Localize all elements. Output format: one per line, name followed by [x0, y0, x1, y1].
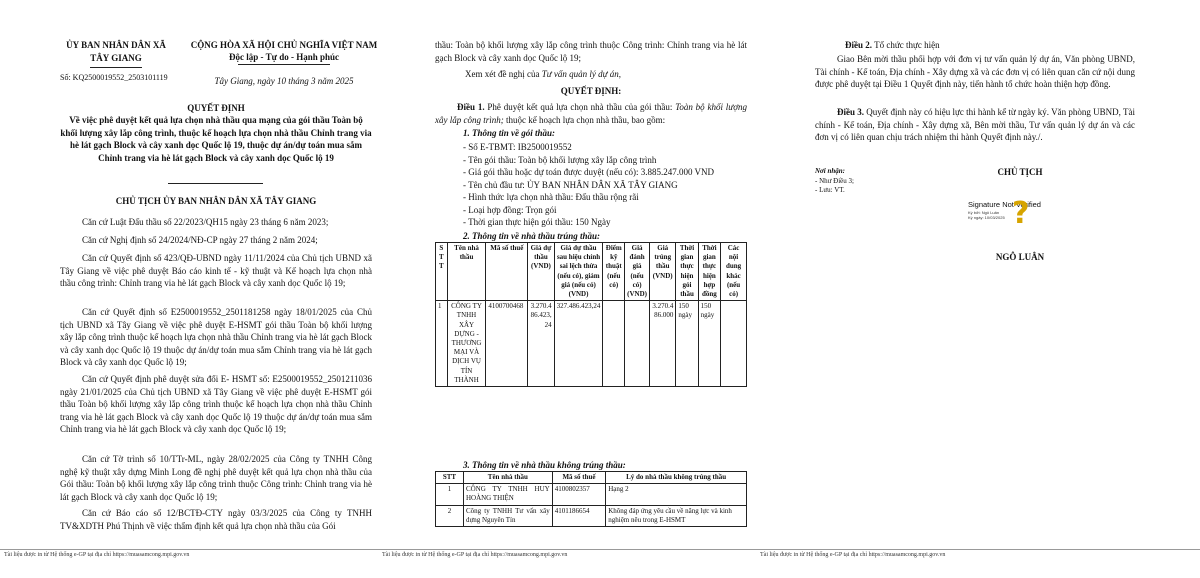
- subject-underline: [168, 183, 263, 184]
- document-type: QUYẾT ĐỊNH: [187, 103, 245, 113]
- column-header: S T T: [436, 243, 448, 301]
- section-3-title: 3. Thông tin về nhà thầu không trúng thầu:: [463, 460, 626, 470]
- motto-underline: [238, 64, 330, 65]
- section-1-title: 1. Thông tin về gói thầu:: [463, 128, 556, 138]
- table-cell: [625, 301, 650, 387]
- table-row: [436, 505, 747, 526]
- table-header-row: [436, 243, 747, 301]
- decision-subject: Về việc phê duyệt kết quả lựa chọn nhà thầu qua mạng của gói thầu Toàn bộ khối lượng xây lắp công trình, thuộc kế hoạch lựa chọn nhà thầu Chỉnh trang via hè lát gạch Block và cây xanh dọc Quốc lộ 19, thuộc dự án/dự toán mua sắm Chỉnh trang via hè lát gạch Block và cây xanh dọc Quốc lộ 19: [60, 115, 372, 163]
- package-info-item: - Tên gói thầu: Toàn bộ khối lượng xây lắp công trình: [463, 154, 657, 165]
- legal-basis-paragraph: Căn cứ Luật Đấu thầu số 22/2023/QH15 ngày 23 tháng 6 năm 2023;: [82, 217, 329, 227]
- table-cell: 3.270.486.423,24: [528, 301, 554, 387]
- table-cell: 2: [436, 505, 464, 526]
- table-body: [436, 484, 747, 527]
- signature-status: Signature Not Verified: [968, 200, 1041, 209]
- package-info-item: - Tên chủ đầu tư: ỦY BAN NHÂN DÂN XÃ TÂY GIANG: [463, 179, 678, 190]
- page-1: [0, 0, 390, 560]
- footer-note: Tài liệu được in từ Hệ thống e-GP tại địa chỉ https://muasamcong.mpi.gov.vn: [4, 552, 190, 558]
- table-cell: 4100802357: [552, 484, 606, 505]
- table-cell: [603, 301, 625, 387]
- legal-basis-paragraph: Căn cứ Quyết định số 423/QĐ-UBND ngày 11/11/2024 của Chủ tịch UBND xã Tây Giang về việc phê duyệt Báo cáo kinh tế - kỹ thuật và Kế hoạch lựa chọn nhà thầu công trình: Chỉnh trang via hè lát gạch Block và cây xanh dọc Quốc lộ 19;: [60, 253, 372, 288]
- page-3: [780, 0, 1200, 560]
- signer-name: NGÔ LUÂN: [995, 252, 1045, 262]
- table-cell: CÔNG TY TNHH HUY HOÀNG THIỆN: [463, 484, 552, 505]
- legal-basis-paragraph: Căn cứ Quyết định số E2500019552_2501181258 ngày 18/01/2025 của Chủ tịch UBND xã Tây Giang về việc phê duyệt E-HSMT gói thầu Toàn bộ khối lượng xây lắp công trình thuộc kế hoạch lựa chọn nhà thầu Chỉnh trang via hè lát gạch Block và cây xanh dọc Quốc lộ 19 thuộc dự án/dự toán mua sắm Chỉnh trang via hè lát gạch Block và cây xanh dọc Quốc lộ 19;: [60, 307, 372, 367]
- signer-title: CHỦ TỊCH: [997, 167, 1043, 177]
- section-2-title: 2. Thông tin về nhà thầu trúng thầu:: [463, 231, 601, 241]
- table-cell: CÔNG TY TNHH XÂY DỰNG - THƯƠNG MẠI VÀ DỊCH VỤ TÍN THÀNH: [447, 301, 486, 387]
- document-number: Số: KQ2500019552_2503101119: [60, 73, 168, 82]
- table-row: [436, 484, 747, 505]
- page-2: [390, 0, 780, 560]
- continuation-paragraph: thầu: Toàn bộ khối lượng xây lắp công trình thuộc Công trình: Chỉnh trang via hè lát gạch Block và cây xanh dọc Quốc lộ 19;: [435, 40, 747, 63]
- decides-heading: QUYẾT ĐỊNH:: [560, 86, 622, 96]
- column-header: Tên nhà thầu: [463, 472, 552, 484]
- country-name: CỘNG HÒA XÃ HỘI CHỦ NGHĨA VIỆT NAM: [190, 40, 378, 50]
- article-3: Điều 3. Quyết định này có hiệu lực thi hành kể từ ngày ký. Văn phòng UBND, Tài chính - Kế toán, Địa chính - Xây dựng xã, Bên mời thầu, Tư vấn quản lý dự án và các đơn vị có liên quan chịu trách nhiệm thi hành Quyết định này./.: [815, 107, 1135, 142]
- column-header: Giá dự thầu (VND): [528, 243, 554, 301]
- article-1: Điều 1. Phê duyệt kết quả lựa chọn nhà thầu của gói thầu: Toàn bộ khối lượng xây lắp công trình; thuộc kế hoạch lựa chọn nhà thầu, bao gồm:: [435, 102, 748, 125]
- table-row: [436, 301, 747, 387]
- table-cell: Công ty TNHH Tư vấn xây dựng Nguyên Tín: [463, 505, 552, 526]
- signature-detail: Ký ngày: 10/03/2025: [968, 215, 1005, 220]
- column-header: STT: [436, 472, 464, 484]
- column-header: Mã số thuế: [552, 472, 606, 484]
- consideration-line: Xem xét đề nghị của Tư vấn quản lý dự án,: [465, 69, 622, 79]
- signature-warning-icon: ?: [1012, 196, 1030, 231]
- national-motto: Độc lập - Tự do - Hạnh phúc: [228, 52, 339, 62]
- column-header: Các nội dung khác (nếu có): [721, 243, 747, 301]
- table-cell: 150 ngày: [698, 301, 721, 387]
- table-cell: 4100700468: [486, 301, 528, 387]
- footer-note: Tài liệu được in từ Hệ thống e-GP tại địa chỉ https://muasamcong.mpi.gov.vn: [382, 552, 568, 558]
- table-cell: 4101186654: [552, 505, 606, 526]
- document-date: Tây Giang, ngày 10 tháng 3 năm 2025: [214, 76, 354, 86]
- column-header: Thời gian thực hiện hợp đồng: [698, 243, 721, 301]
- recipients-block: Nơi nhận: - Như Điều 3; - Lưu: VT.: [815, 167, 854, 194]
- footer-note: Tài liệu được in từ Hệ thống e-GP tại địa chỉ https://muasamcong.mpi.gov.vn: [760, 552, 946, 558]
- authority-underline: [90, 67, 142, 68]
- legal-basis-paragraph: Căn cứ Tờ trình số 10/TTr-ML, ngày 28/02/2025 của Công ty TNHH Công nghệ kỹ thuật xây dựng Minh Long đề nghị phê duyệt kết quả lựa chọn nhà thầu của Gói thầu: Toàn bộ khối lượng xây lắp công trình thuộc Công trình: Chỉnh trang via hè lát gạch Block và cây xanh dọc Quốc lộ 19;: [60, 454, 372, 502]
- table-cell: Không đáp ứng yêu cầu về năng lực và kinh nghiệm nêu trong E-HSMT: [606, 505, 747, 526]
- issuing-authority: ỦY BAN NHÂN DÂN XÃ TÂY GIANG: [66, 40, 166, 63]
- column-header: Tên nhà thầu: [447, 243, 486, 301]
- article-2-heading: Điều 2. Tổ chức thực hiện: [845, 40, 940, 50]
- column-header: Thời gian thực hiện gói thầu: [676, 243, 698, 301]
- winning-bidder-table: [435, 242, 747, 387]
- legal-basis-paragraph: Căn cứ Quyết định phê duyệt sửa đổi E- HSMT số: E2500019552_2501211036 ngày 21/01/2025 của Chủ tịch UBND xã Tây Giang về việc phê duyệt E-HSMT gói thầu Toàn bộ khối lượng xây lắp công trình thuộc kế hoạch lựa chọn nhà thầu Chỉnh trang via hè lát gạch Block và cây xanh dọc Quốc lộ 19 thuộc dự án/dự toán mua sắm Chỉnh trang via hè lát gạch Block và cây xanh dọc Quốc lộ 19;: [60, 374, 372, 434]
- legal-basis-paragraph: Căn cứ Nghị định số 24/2024/NĐ-CP ngày 27 tháng 2 năm 2024;: [82, 235, 318, 245]
- article-2-body: Giao Bên mời thầu phối hợp với đơn vị tư vấn quản lý dự án, Văn phòng UBND, Tài chính - Kế toán, Địa chính - Xây dựng xã và các đơn vị có liên quan căn cứ nội dung được phê duyệt tại Điều 1 Quyết định này, tiến hành tổ chức hoàn thiện hợp đồng.: [815, 54, 1135, 89]
- package-info-item: - Số E-TBMT: IB2500019552: [463, 142, 572, 152]
- table-header-row: [436, 472, 747, 484]
- signature-detail: Ký bởi: Ngô Luân: [968, 210, 1000, 215]
- package-info-item: - Thời gian thực hiện gói thầu: 150 Ngày: [463, 217, 611, 227]
- package-info-item: - Loại hợp đồng: Trọn gói: [463, 204, 557, 215]
- issuer-title: CHỦ TỊCH ỦY BAN NHÂN DÂN XÃ TÂY GIANG: [115, 196, 317, 206]
- package-info-item: - Hình thức lựa chọn nhà thầu: Đấu thầu rộng rãi: [463, 192, 639, 202]
- column-header: Mã số thuế: [486, 243, 528, 301]
- table-cell: 1: [436, 301, 448, 387]
- column-header: Giá đánh giá (nếu có) (VND): [625, 243, 650, 301]
- table-cell: 3.270.486.000: [650, 301, 676, 387]
- table-cell: 327.486.423,24: [554, 301, 603, 387]
- column-header: Giá trúng thầu (VND): [650, 243, 676, 301]
- table-cell: 150 ngày: [676, 301, 698, 387]
- unsuccessful-bidder-table: [435, 471, 747, 527]
- column-header: Điểm kỹ thuật (nếu có): [603, 243, 625, 301]
- column-header: Giá dự thầu sau hiệu chỉnh sai lệch thừa (nếu có), giảm giá (nếu có) (VND): [554, 243, 603, 301]
- column-header: Lý do nhà thầu không trúng thầu: [606, 472, 747, 484]
- table-cell: Hạng 2: [606, 484, 747, 505]
- table-cell: 1: [436, 484, 464, 505]
- package-info-item: - Giá gói thầu hoặc dự toán được duyệt (nếu có): 3.885.247.000 VND: [463, 167, 715, 177]
- package-info-list: [463, 141, 753, 229]
- table-cell: [721, 301, 747, 387]
- legal-basis-paragraph: Căn cứ Báo cáo số 12/BCTĐ-CTY ngày 03/3/2025 của Công ty TNHH TV&XDTH Phú Thịnh về việc thẩm định kết quả lựa chọn nhà thầu của Gói: [60, 508, 372, 531]
